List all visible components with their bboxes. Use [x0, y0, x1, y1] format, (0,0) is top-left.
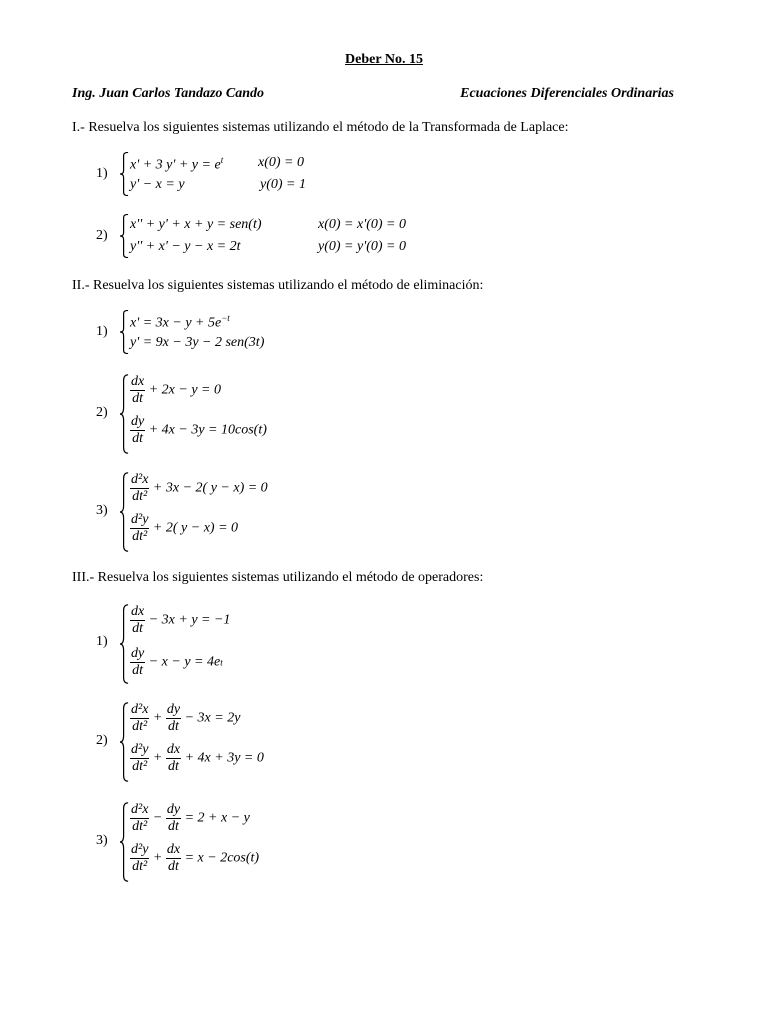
page-title: Deber No. 15 — [345, 52, 423, 67]
equation-row: x' = 3x − y + 5e — [130, 315, 222, 331]
fraction: $\frac{dy}{dt}$ — [131, 646, 145, 678]
equation-row: − x − y = 4e — [148, 654, 221, 670]
problem-label: 2) — [96, 733, 108, 748]
section-heading-1: I.- Resuelva los siguientes sistemas utilizando el método de la Transformada de Laplace: — [72, 120, 569, 135]
exponent: t — [220, 155, 224, 165]
equation-row: + 3x − 2( y − x) = 0 — [152, 480, 268, 496]
equation-system — [120, 374, 420, 454]
equation-row: + 2( y − x) = 0 — [152, 520, 239, 536]
equation-system — [120, 802, 420, 882]
equation-system — [120, 472, 420, 552]
operator: + — [152, 710, 163, 726]
brace-icon — [120, 310, 129, 354]
equation-system — [120, 702, 420, 782]
equation-row: x' + 3 y' + y = e — [130, 157, 221, 173]
brace-icon — [120, 152, 129, 196]
equation-row: y'' + x' − y − x = 2t — [130, 239, 241, 254]
brace-icon — [120, 374, 129, 454]
equation-row: − 3x = 2y — [184, 710, 241, 726]
exponent: t — [220, 657, 223, 668]
fraction: $\frac{dx}{dt}$ — [131, 604, 145, 636]
equation-system — [120, 604, 420, 684]
fraction: $\frac{\text{d²y}}{\text{dt²}}$ — [131, 742, 149, 774]
fraction: $\frac{\text{d²x}}{\text{dt²}}$ — [131, 702, 149, 734]
brace-icon — [120, 472, 129, 552]
brace-icon — [120, 702, 129, 782]
operator: + — [152, 750, 163, 766]
fraction: $\frac{dx}{dt}$ — [166, 742, 181, 774]
equation-row: = 2 + x − y — [184, 810, 250, 826]
course-name: Ecuaciones Diferenciales Ordinarias — [460, 86, 674, 101]
equation-system — [120, 152, 420, 196]
equation-row: y' = 9x − 3y − 2 sen(3t) — [130, 335, 265, 350]
problem-label: 1) — [96, 634, 108, 649]
fraction: $\frac{\text{d²y}}{\text{dt²}}$ — [131, 512, 149, 544]
fraction: $\frac{dy}{dt}$ — [166, 702, 181, 734]
equation-row: + 4x + 3y = 0 — [184, 750, 264, 766]
equation-row: + 2x − y = 0 — [148, 382, 221, 398]
equation-row: − 3x + y = −1 — [148, 612, 231, 628]
fraction: $\frac{dy}{dt}$ — [166, 802, 181, 834]
fraction: $\frac{\text{d²x}}{\text{dt²}}$ — [131, 472, 149, 504]
fraction: $\frac{dx}{dt}$ — [166, 842, 181, 874]
equation-row: y' − x = y — [130, 177, 185, 192]
author-name: Ing. Juan Carlos Tandazo Cando — [72, 86, 265, 101]
problem-label: 2) — [96, 228, 108, 243]
equation-row: x'' + y' + x + y = sen(t) — [130, 217, 262, 232]
initial-condition: y(0) = y'(0) = 0 — [318, 239, 406, 254]
fraction: $\frac{\text{d²y}}{\text{dt²}}$ — [131, 842, 149, 874]
fraction: $\frac{dx}{dt}$ — [131, 374, 145, 406]
problem-label: 1) — [96, 166, 108, 181]
initial-condition: x(0) = 0 — [258, 155, 304, 170]
section-heading-2: II.- Resuelva los siguientes sistemas utilizando el método de eliminación: — [72, 278, 484, 293]
problem-label: 3) — [96, 503, 108, 518]
equation-system — [120, 310, 420, 354]
brace-icon — [120, 214, 129, 258]
operator: + — [152, 850, 163, 866]
initial-condition: x(0) = x'(0) = 0 — [318, 217, 406, 232]
brace-icon — [120, 604, 129, 684]
exponent: −t — [221, 313, 230, 323]
brace-icon — [120, 802, 129, 882]
equation-system — [120, 214, 440, 258]
initial-condition: y(0) = 1 — [260, 177, 306, 192]
fraction: $\frac{\text{d²x}}{\text{dt²}}$ — [131, 802, 149, 834]
operator: − — [152, 810, 163, 826]
section-heading-3: III.- Resuelva los siguientes sistemas utilizando el método de operadores: — [72, 570, 484, 585]
equation-row: + 4x − 3y = 10cos(t) — [148, 422, 267, 438]
problem-label: 2) — [96, 405, 108, 420]
problem-label: 3) — [96, 833, 108, 848]
problem-label: 1) — [96, 324, 108, 339]
fraction: $\frac{dy}{dt}$ — [131, 414, 145, 446]
equation-row: = x − 2cos(t) — [184, 850, 260, 866]
